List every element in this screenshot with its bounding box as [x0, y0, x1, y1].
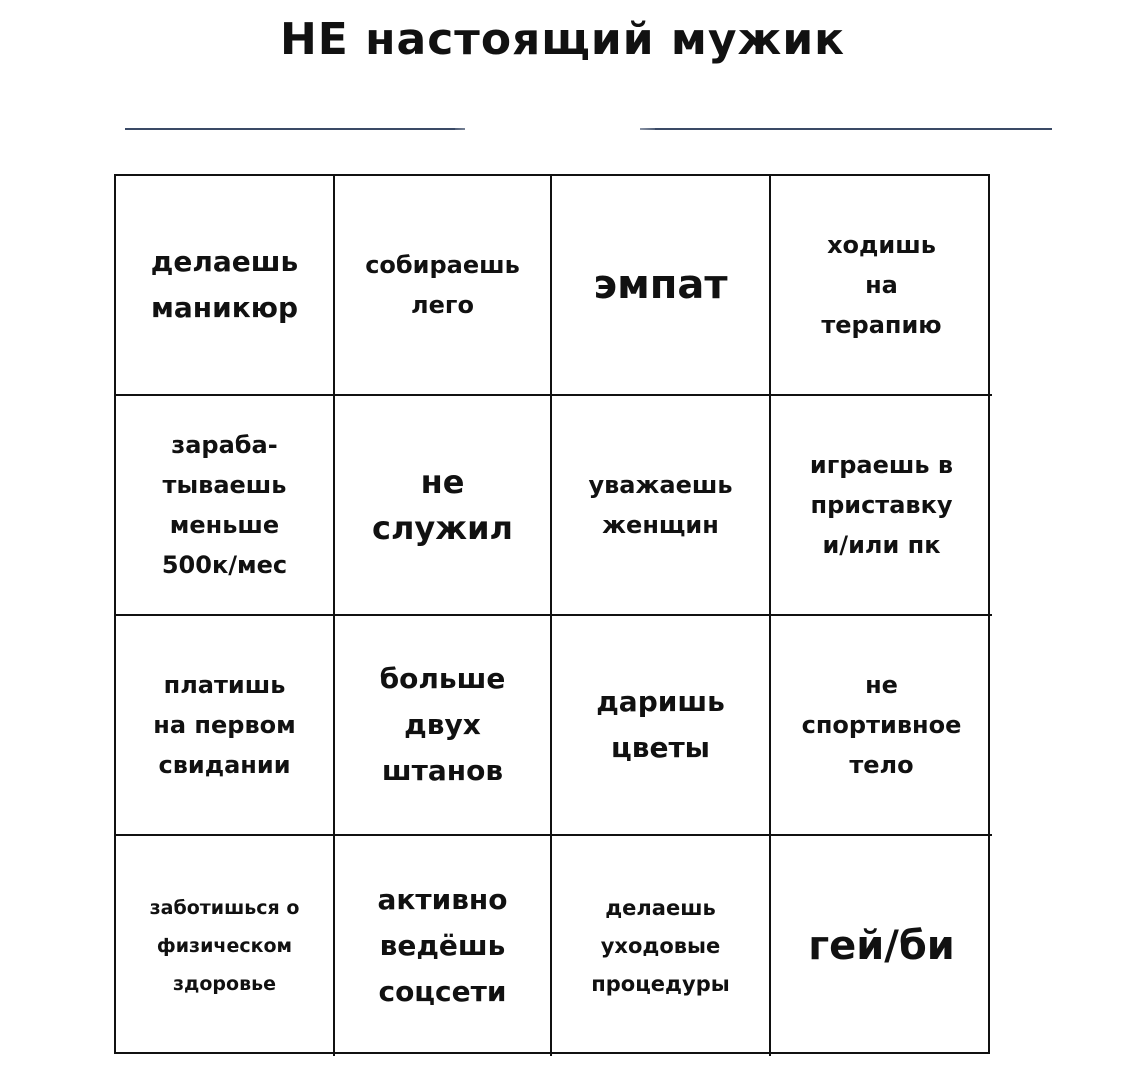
- bingo-cell: [771, 616, 992, 836]
- title-divider-right: [640, 128, 1052, 130]
- bingo-cell-text: гей/би: [808, 923, 955, 969]
- bingo-cell-text: платишь на первом свидании: [153, 671, 296, 779]
- bingo-grid: [114, 174, 990, 1054]
- bingo-cell: [335, 176, 552, 396]
- bingo-cell: [116, 616, 335, 836]
- bingo-cell: [552, 396, 771, 616]
- bingo-cell-text: собираешь лего: [365, 251, 520, 319]
- bingo-cell-text: не служил: [372, 463, 513, 547]
- bingo-cell: [335, 396, 552, 616]
- bingo-cell: [116, 396, 335, 616]
- bingo-cell-text: заботишься о физическом здоровье: [149, 897, 300, 995]
- bingo-cell-text: эмпат: [593, 262, 728, 308]
- bingo-cell-text: делаешь маникюр: [150, 245, 299, 324]
- bingo-cell-text: больше двух штанов: [379, 662, 506, 787]
- page-title: НЕ настоящий мужик: [279, 14, 846, 65]
- bingo-cell: [116, 176, 335, 396]
- bingo-cell: [552, 616, 771, 836]
- bingo-cell-text: играешь в приставку и/или пк: [809, 451, 954, 559]
- bingo-cell-text: уважаешь женщин: [588, 471, 733, 539]
- bingo-cell-text: ходишь на терапию: [821, 231, 942, 339]
- bingo-cell: [771, 836, 992, 1056]
- bingo-cell-text: даришь цветы: [596, 685, 725, 764]
- bingo-cell-text: активно ведёшь соцсети: [377, 883, 508, 1008]
- bingo-cell-text: делаешь уходовые процедуры: [591, 896, 730, 996]
- bingo-cell-text: не спортивное тело: [801, 671, 962, 779]
- bingo-cell: [771, 176, 992, 396]
- bingo-cell: [335, 616, 552, 836]
- bingo-cell: [552, 176, 771, 396]
- bingo-cell: [335, 836, 552, 1056]
- bingo-cell: [552, 836, 771, 1056]
- bingo-cell: [116, 836, 335, 1056]
- bingo-cell-text: зараба- тываешь меньше 500к/мес: [161, 431, 288, 579]
- title-divider-left: [125, 128, 465, 130]
- bingo-cell: [771, 396, 992, 616]
